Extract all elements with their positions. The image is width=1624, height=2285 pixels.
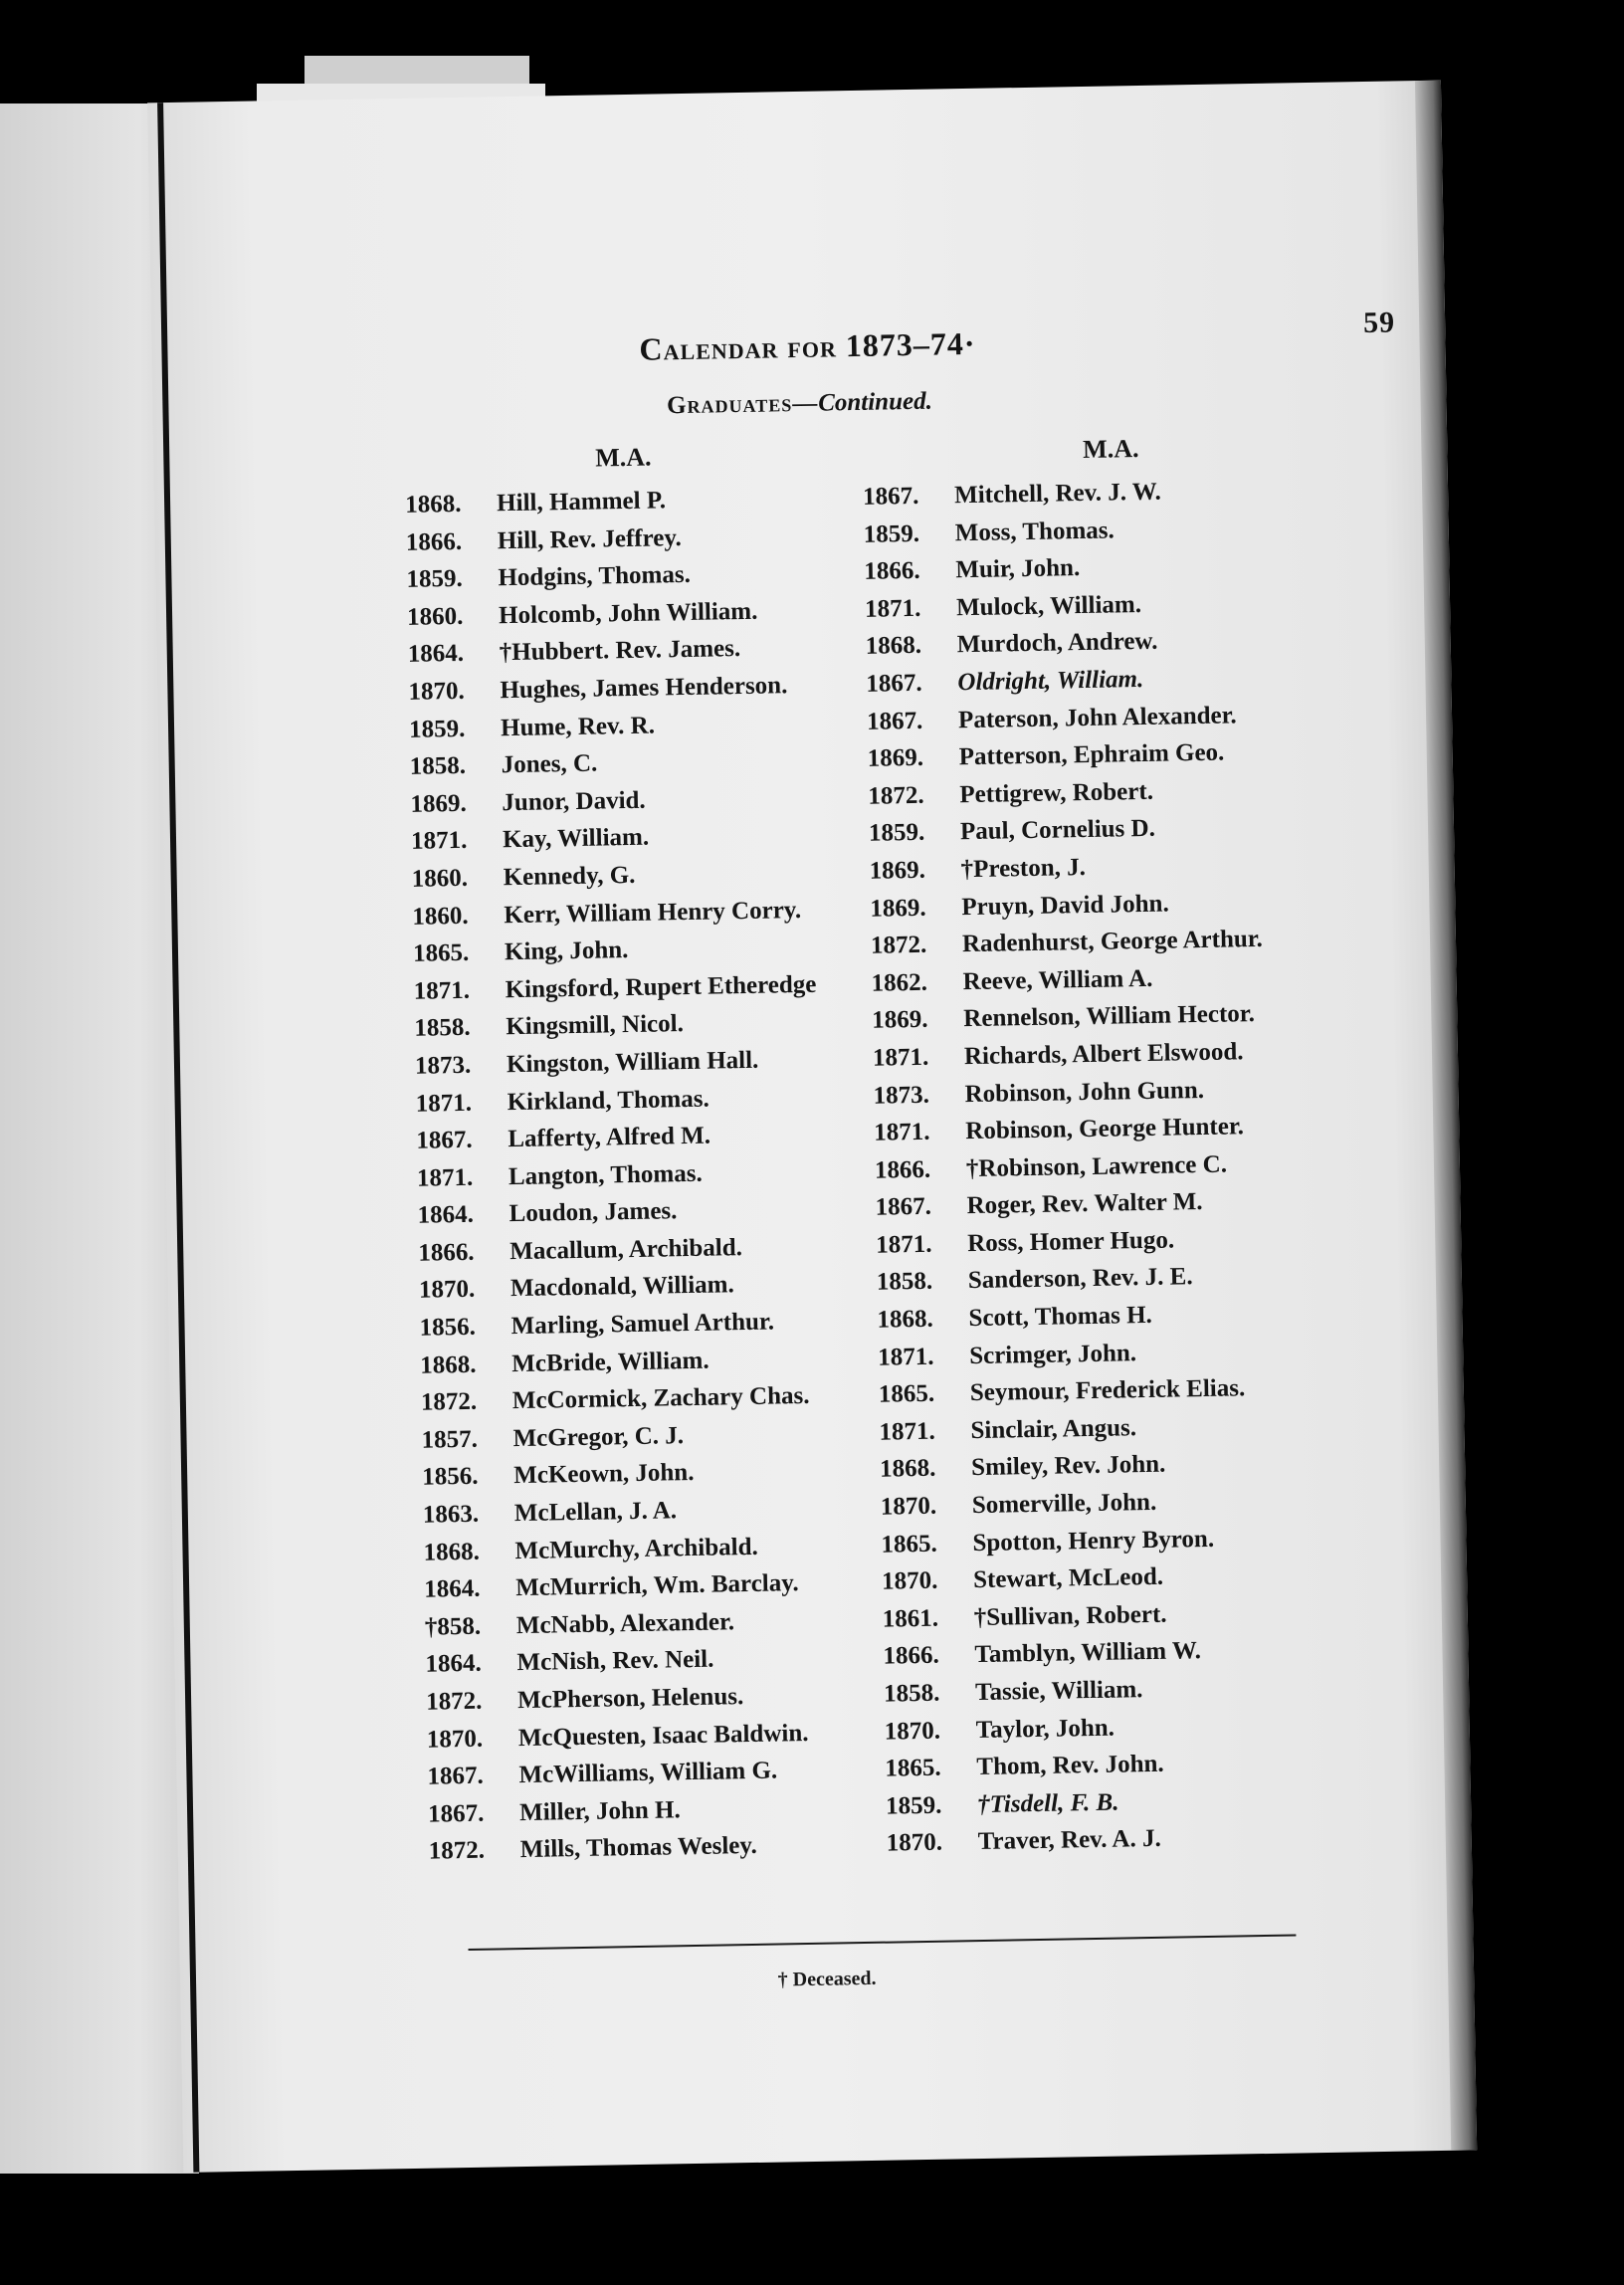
graduate-name: Stewart, McLeod. — [972, 1562, 1164, 1594]
graduation-year: 1871. — [410, 827, 468, 856]
left-column-entries — [405, 479, 897, 1871]
graduate-name: Hill, Hammel P. — [496, 487, 667, 518]
graduation-year: 1871. — [872, 1043, 929, 1072]
graduate-name: Roger, Rev. Walter M. — [966, 1188, 1203, 1220]
graduate-name: Kingsmill, Nicol. — [506, 1010, 685, 1041]
graduation-year: 1871. — [879, 1417, 935, 1446]
graduation-year: 1867. — [866, 707, 923, 735]
graduate-name: Tamblyn, William W. — [974, 1637, 1202, 1669]
graduate-name: Miller, John H. — [518, 1796, 681, 1826]
graduate-name: McBride, William. — [511, 1347, 710, 1377]
graduation-year: 1871. — [413, 976, 471, 1005]
graduation-year: 1870. — [418, 1276, 476, 1305]
graduation-year: 1862. — [871, 968, 928, 997]
graduate-name: Pettigrew, Robert. — [959, 777, 1154, 808]
page-number: 59 — [1362, 306, 1396, 340]
section-heading — [152, 379, 1446, 430]
graduate-name: Somerville, John. — [971, 1488, 1157, 1520]
graduation-year: 1860. — [411, 864, 469, 893]
graduation-year: 1858. — [883, 1679, 940, 1708]
right-column-heading: M.A. — [1082, 434, 1139, 464]
graduation-year: 1868. — [420, 1350, 477, 1379]
footnote-rule — [469, 1934, 1297, 1951]
graduate-name: Hodgins, Thomas. — [498, 561, 692, 592]
graduate-name: Radenhurst, George Arthur. — [961, 926, 1264, 958]
graduation-year: 1871. — [874, 1118, 930, 1146]
left-column-heading: M.A. — [594, 442, 652, 473]
graduate-name: Mitchell, Rev. J. W. — [953, 478, 1161, 510]
graduation-year: 1865. — [881, 1530, 937, 1558]
graduate-name: McWilliams, William G. — [518, 1757, 778, 1789]
graduation-year: 1870. — [886, 1829, 943, 1858]
left-column — [404, 439, 897, 1871]
graduate-name: Murdoch, Andrew. — [956, 628, 1158, 659]
graduation-year: 1866. — [864, 557, 920, 586]
graduate-name: Oldright, William. — [957, 665, 1144, 697]
graduation-year: 1858. — [414, 1014, 471, 1043]
graduation-year: 1864. — [423, 1574, 481, 1603]
graduate-name: Scott, Thomas H. — [968, 1301, 1153, 1333]
graduation-year: 1867. — [875, 1193, 932, 1222]
graduation-year: 1864. — [417, 1201, 475, 1230]
graduation-year: 1857. — [421, 1425, 479, 1454]
graduate-name: Ross, Homer Hugo. — [966, 1226, 1175, 1258]
graduate-name: Junor, David. — [502, 786, 646, 816]
graduation-year: 1869. — [867, 743, 924, 772]
graduate-name: Macallum, Archibald. — [509, 1233, 743, 1266]
graduate-name: †Preston, J. — [960, 853, 1087, 884]
graduate-name: Hume, Rev. R. — [500, 712, 656, 741]
graduation-year: 1860. — [406, 602, 464, 631]
graduation-year: 1867. — [866, 669, 922, 698]
graduation-year: 1859. — [408, 715, 466, 743]
graduation-year: 1859. — [406, 565, 463, 594]
graduation-year: 1870. — [408, 677, 465, 706]
graduate-name: †Tisdell, F. B. — [976, 1788, 1119, 1818]
book-page — [147, 81, 1477, 2173]
graduate-name: Traver, Rev. A. J. — [977, 1825, 1161, 1856]
graduation-year: 1871. — [864, 594, 921, 623]
graduate-name: Spotton, Henry Byron. — [972, 1525, 1215, 1557]
graduate-name: †Hubbert. Rev. James. — [499, 635, 741, 667]
graduate-name: Kerr, William Henry Corry. — [504, 896, 802, 929]
graduate-name: Macdonald, William. — [509, 1271, 734, 1303]
graduate-name: Langton, Thomas. — [508, 1159, 703, 1190]
graduation-year: 1866. — [883, 1642, 939, 1671]
section-heading-continued: Continued. — [817, 387, 933, 417]
graduation-year: 1861. — [882, 1604, 939, 1633]
graduate-name: McLellan, J. A. — [513, 1497, 678, 1528]
graduation-year: 1872. — [420, 1388, 478, 1416]
graduate-name: McPherson, Helenus. — [516, 1683, 744, 1715]
graduation-year: 1873. — [414, 1051, 472, 1080]
right-column — [862, 429, 1444, 1863]
graduation-year: 1872. — [868, 781, 924, 810]
graduation-year: 1871. — [415, 1089, 473, 1118]
graduate-name: Smiley, Rev. John. — [970, 1451, 1166, 1482]
graduation-year: 1871. — [416, 1163, 474, 1192]
graduate-name: McNabb, Alexander. — [515, 1608, 735, 1639]
graduate-name: King, John. — [504, 936, 629, 966]
graduate-name: Pruyn, David John. — [961, 890, 1169, 921]
graduation-year: 1858. — [876, 1268, 933, 1297]
graduate-name: McGregor, C. J. — [512, 1421, 685, 1452]
graduate-name: Kirkland, Thomas. — [507, 1085, 710, 1116]
graduation-year: 1859. — [885, 1791, 942, 1820]
graduate-name: Lafferty, Alfred M. — [508, 1122, 711, 1153]
graduate-name: Holcomb, John William. — [498, 597, 758, 630]
graduate-name: Robinson, George Hunter. — [965, 1113, 1245, 1145]
graduation-year: 1870. — [884, 1717, 941, 1746]
graduate-name: McMurrich, Wm. Barclay. — [514, 1569, 799, 1602]
graduation-year: †858. — [424, 1612, 482, 1641]
graduate-name: Muir, John. — [955, 554, 1081, 584]
graduation-year: 1856. — [419, 1313, 477, 1342]
graduation-year: 1860. — [412, 902, 469, 931]
graduate-name: Marling, Samuel Arthur. — [510, 1308, 775, 1341]
graduation-year: 1869. — [872, 1006, 928, 1035]
graduate-name: Sinclair, Angus. — [970, 1414, 1137, 1444]
graduation-year: 1869. — [870, 894, 926, 923]
graduate-name: Thom, Rev. John. — [976, 1750, 1164, 1781]
running-title: Calendar for 1873–74· — [639, 324, 976, 367]
section-heading-main: Graduates— — [666, 389, 819, 420]
graduate-name: Hill, Rev. Jeffrey. — [497, 523, 682, 554]
graduation-year: 1870. — [880, 1492, 937, 1521]
graduate-name: Rennelson, William Hector. — [963, 1000, 1256, 1033]
graduation-year: 1870. — [881, 1566, 938, 1595]
graduation-year: 1870. — [426, 1725, 484, 1754]
graduate-name: Hughes, James Henderson. — [500, 672, 788, 705]
graduate-name: Paul, Cornelius D. — [959, 815, 1156, 846]
graduation-year: 1867. — [862, 482, 919, 511]
graduate-name: McCormick, Zachary Chas. — [511, 1382, 810, 1415]
graduation-year: 1866. — [874, 1155, 931, 1184]
graduation-year: 1865. — [412, 938, 470, 967]
graduate-name: Moss, Thomas. — [954, 517, 1115, 546]
graduation-year: 1864. — [425, 1650, 483, 1679]
graduation-year: 1867. — [427, 1762, 484, 1790]
graduate-name: Kingston, William Hall. — [506, 1046, 759, 1079]
graduation-year: 1858. — [409, 752, 467, 780]
footnote: † Deceased. — [777, 1967, 877, 1991]
graduation-year: 1867. — [427, 1799, 485, 1828]
graduate-name: Sanderson, Rev. J. E. — [967, 1263, 1193, 1295]
graduate-name: Kennedy, G. — [503, 861, 636, 892]
graduation-year: 1872. — [428, 1837, 486, 1866]
graduation-year: 1869. — [869, 856, 926, 885]
graduate-entry — [428, 1825, 897, 1871]
graduation-year: 1866. — [405, 527, 463, 556]
graduate-name: †Robinson, Lawrence C. — [965, 1150, 1228, 1182]
graduation-year: 1873. — [873, 1081, 930, 1110]
graduation-year: 1864. — [407, 640, 465, 669]
graduation-year: 1859. — [868, 819, 925, 848]
graduate-name: Scrimger, John. — [968, 1339, 1137, 1369]
graduation-year: 1872. — [425, 1687, 483, 1716]
graduate-name: Reeve, William A. — [962, 964, 1153, 995]
graduate-name: Jones, C. — [501, 749, 598, 779]
graduation-year: 1865. — [885, 1754, 941, 1782]
graduate-name: Robinson, John Gunn. — [964, 1076, 1205, 1108]
graduation-year: 1871. — [876, 1230, 932, 1259]
graduate-name: Kay, William. — [502, 824, 650, 854]
graduate-name: Mills, Thomas Wesley. — [519, 1832, 758, 1864]
graduate-name: Paterson, John Alexander. — [957, 701, 1237, 733]
graduation-year: 1856. — [422, 1463, 479, 1492]
graduation-year: 1859. — [863, 519, 920, 548]
graduate-name: McQuesten, Isaac Baldwin. — [517, 1719, 809, 1752]
graduate-name: Seymour, Frederick Elias. — [969, 1374, 1246, 1407]
graduate-name: Richards, Albert Elswood. — [963, 1038, 1244, 1071]
graduation-year: 1865. — [878, 1379, 935, 1408]
graduation-year: 1869. — [410, 789, 467, 818]
graduation-year: 1868. — [865, 632, 922, 661]
graduate-name: McNish, Rev. Neil. — [516, 1646, 714, 1677]
right-column-entries — [863, 469, 1444, 1863]
graduate-name: Loudon, James. — [508, 1197, 678, 1228]
running-header — [639, 306, 1396, 378]
graduate-name: McKeown, John. — [512, 1459, 695, 1490]
graduation-year: 1872. — [870, 931, 927, 959]
graduate-name: Patterson, Ephraim Geo. — [958, 738, 1225, 771]
graduate-name: Tassie, William. — [974, 1676, 1143, 1707]
graduation-year: 1866. — [418, 1238, 475, 1267]
graduation-year: 1868. — [404, 490, 462, 519]
graduation-year: 1868. — [423, 1538, 481, 1566]
graduate-name: Taylor, John. — [975, 1714, 1116, 1744]
graduation-year: 1868. — [877, 1305, 934, 1334]
graduation-year: 1867. — [416, 1126, 473, 1154]
graduate-name: McMurchy, Archibald. — [514, 1533, 758, 1564]
graduation-year: 1863. — [422, 1500, 480, 1529]
graduate-name: Mulock, William. — [955, 590, 1142, 622]
graduate-name: Kingsford, Rupert Etheredge — [505, 970, 817, 1003]
graduation-year: 1868. — [879, 1455, 936, 1484]
graduation-year: 1871. — [877, 1343, 934, 1371]
graduate-name: †Sullivan, Robert. — [973, 1600, 1167, 1631]
